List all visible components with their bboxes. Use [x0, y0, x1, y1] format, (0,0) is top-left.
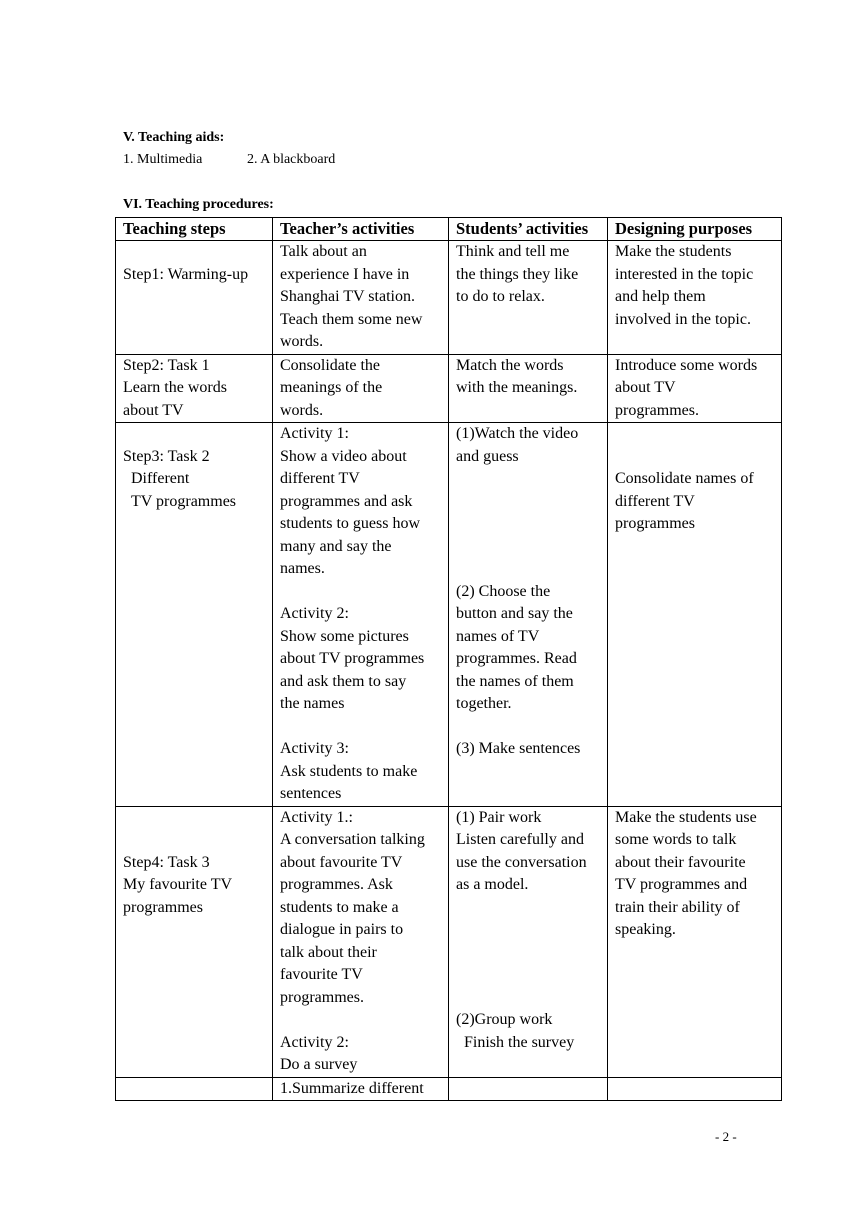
- teaching-step-cell: Step2: Task 1 Learn the words about TV: [116, 354, 273, 423]
- designing-purpose-cell: Make the students use some words to talk about their favourite TV programmes and train their ability of speaking.: [608, 806, 782, 1077]
- designing-purpose-cell: Introduce some words about TV programmes.: [608, 354, 782, 423]
- table-row: [116, 354, 782, 423]
- teaching-aids-list: [123, 152, 336, 168]
- students-activities-cell: [449, 1077, 608, 1101]
- teaching-aid-item: 1. Multimedia: [123, 152, 203, 167]
- students-activities-cell: (1)Watch the video and guess (2) Choose the button and say the names of TV programmes. Read the names of them together. (3) Make sentences: [449, 423, 608, 807]
- teaching-step-cell: Step3: Task 2 Different TV programmes: [116, 423, 273, 807]
- column-header: Teacher’s activities: [273, 218, 449, 241]
- designing-purpose-cell: [608, 1077, 782, 1101]
- table-row: [116, 241, 782, 355]
- table-row: [116, 806, 782, 1077]
- designing-purpose-cell: Make the students interested in the topic and help them involved in the topic.: [608, 241, 782, 355]
- column-header: Teaching steps: [116, 218, 273, 241]
- teaching-aid-item: 2. A blackboard: [247, 152, 336, 167]
- students-activities-cell: Think and tell me the things they like to do to relax.: [449, 241, 608, 355]
- teacher-activities-cell: Talk about an experience I have in Shanghai TV station. Teach them some new words.: [273, 241, 449, 355]
- teaching-procedures-table: [115, 217, 782, 1101]
- students-activities-cell: (1) Pair work Listen carefully and use the conversation as a model. (2)Group work Finish the survey: [449, 806, 608, 1077]
- teaching-step-cell: Step1: Warming-up: [116, 241, 273, 355]
- teaching-aids-heading: V. Teaching aids:: [123, 130, 225, 145]
- table-row: [116, 1077, 782, 1101]
- students-activities-cell: Match the words with the meanings.: [449, 354, 608, 423]
- table-row: [116, 423, 782, 807]
- teaching-procedures-heading: VI. Teaching procedures:: [123, 197, 274, 212]
- designing-purpose-cell: Consolidate names of different TV programmes: [608, 423, 782, 807]
- page-number: - 2 -: [715, 1129, 737, 1144]
- teaching-step-cell: Step4: Task 3 My favourite TV programmes: [116, 806, 273, 1077]
- column-header: Designing purposes: [608, 218, 782, 241]
- teacher-activities-cell: Activity 1.: A conversation talking about favourite TV programmes. Ask students to make a dialogue in pairs to talk about their favourite TV programmes. Activity 2: Do a survey: [273, 806, 449, 1077]
- column-header: Students’ activities: [449, 218, 608, 241]
- teacher-activities-cell: Activity 1: Show a video about different TV programmes and ask students to guess how many and say the names. Activity 2: Show some pictures about TV programmes and ask them to say the names Activity 3: Ask students to make sentences: [273, 423, 449, 807]
- teacher-activities-cell: 1.Summarize different: [273, 1077, 449, 1101]
- table-header-row: [116, 218, 782, 241]
- teaching-step-cell: [116, 1077, 273, 1101]
- teacher-activities-cell: Consolidate the meanings of the words.: [273, 354, 449, 423]
